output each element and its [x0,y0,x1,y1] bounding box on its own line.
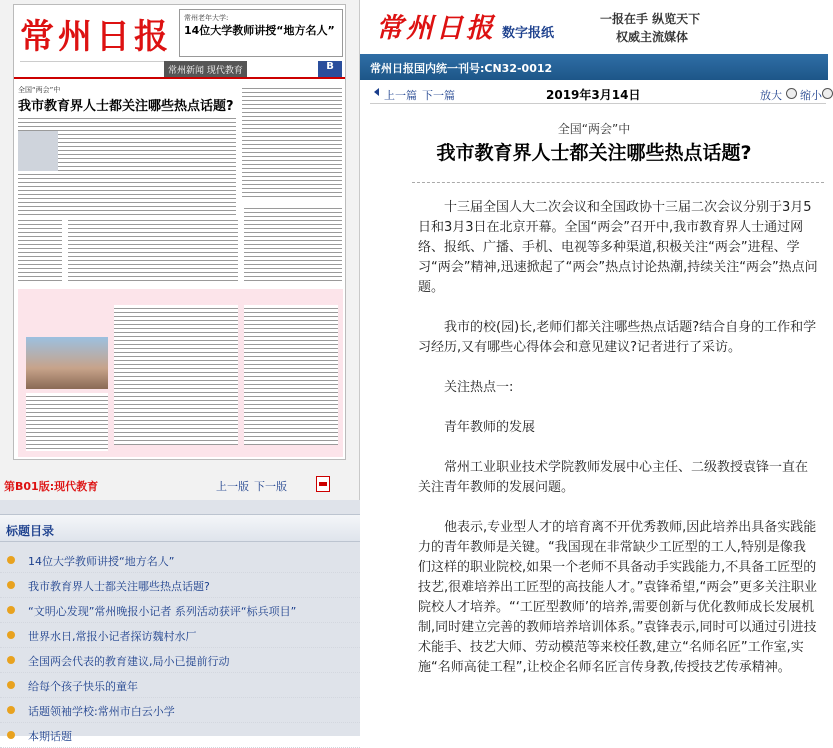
toc-item[interactable] [0,548,360,573]
paper-text-block [114,305,238,445]
site-section-label: 数字报纸 [502,26,555,41]
site-logo[interactable]: 常州日报 [376,13,496,44]
paper-text-block [68,217,238,281]
toc-item[interactable] [0,698,360,723]
edition-label: 第B01版:现代教育 [4,480,99,493]
toc-link[interactable]: 给每个孩子快乐的童年 [28,680,138,693]
toc-link[interactable]: “文明心发现”常州晚报小记者 系列活动获评“标兵项目” [28,605,297,618]
pdf-icon[interactable] [316,476,330,492]
article-kicker: 全国“两会”中 [557,122,631,136]
newspaper-page-thumbnail[interactable] [13,4,346,460]
toc-item[interactable] [0,723,360,748]
toc-title: 标题目录 [6,524,55,538]
zoom-out-icon[interactable] [822,88,833,99]
paper-top-headline-box[interactable] [179,9,343,57]
bullet-icon [7,606,15,614]
left-panel [0,0,360,743]
toc-item[interactable] [0,573,360,598]
article-panel [360,0,828,736]
cn-number: 常州日报国内统一刊号:CN32-0012 [370,62,553,75]
edition-bar [0,474,346,494]
article-paragraph: 十三届全国人大二次会议和全国政协十三届二次会议分别于3月5日和3月3日在北京开幕。全国“两会”召开中,我市教育界人士通过网络、报纸、广播、手机、电视等多种渠道,积极关注“两会”进程、学习“两会”精神,迅速掀起了“两会”热点讨论热潮,持续关注“两会”热点问题。 [418,200,818,295]
paper-text-block [26,393,108,451]
article-paragraph: 关注热点一: [444,380,514,395]
toc-link[interactable]: 本期话题 [28,730,72,743]
bullet-icon [7,706,15,714]
paper-text-block [244,305,338,445]
slogan-line-2: 权威主流媒体 [616,30,689,44]
bullet-icon [7,656,15,664]
paper-edition-name: 常州新闻 现代教育 [164,61,247,77]
next-article-link[interactable]: 下一篇 [422,89,455,102]
article-paragraph: 他表示,专业型人才的培育离不开优秀教师,因此培养出具备实践能力的青年教师是关键。“我国现在非常缺少工匠型的工人,特别是像我们这样的职业院校,如果一个老师不具备动手实践能力,不具备工匠型的技艺,很难培养出工匠型的高技能人才。”袁锋希望,“两会”更多关注职业院校人才培养。“‘工匠型教师’的培养,需要创新与优化教师成长发展机制,同时建立完善的教师培养培训体系。”袁锋表示,同时可以通过引进技术能手、技艺大师、劳动模范等来校任教,建立“名师名匠”工作室,实施“名师高徒工程”,让校企名师名匠言传身教,传授技艺传承精神。 [418,520,817,675]
prev-article-link[interactable]: 上一篇 [384,89,417,102]
bullet-icon [7,681,15,689]
toc-item[interactable] [0,648,360,673]
bullet-icon [7,631,15,639]
bullet-icon [7,581,15,589]
article-title: 我市教育界人士都关注哪些热点话题? [436,142,752,164]
paper-text-block [244,205,342,281]
toc-link[interactable]: 我市教育界人士都关注哪些热点话题? [28,580,210,593]
article-nav-bar [370,84,826,104]
article-divider [412,182,824,183]
toc-link[interactable]: 全国两会代表的教育建议,局小已提前行动 [28,655,230,668]
article-paragraph: 青年教师的发展 [444,420,536,435]
article-paragraph: 我市的校(园)长,老师们都关注哪些热点话题?结合自身的工作和学习经历,又有哪些心得体会和意见建议?记者进行了采访。 [418,320,817,355]
paper-text-block [18,217,62,281]
slogan-line-1: 一报在手 纵览天下 [600,12,701,26]
paper-article-kicker: 全国“两会”中 [18,86,61,94]
bullet-icon [7,731,15,739]
toc-item[interactable] [0,598,360,623]
issue-date: 2019年3月14日 [546,88,641,102]
paper-article-title[interactable]: 我市教育界人士都关注哪些热点话题? [18,99,234,114]
toc-item[interactable] [0,623,360,648]
cn-number-bar [360,54,828,80]
article-body [418,198,818,698]
page-preview-frame [0,0,360,500]
zoom-out-link[interactable]: 缩小 [800,89,822,102]
toc-link[interactable]: 世界水日,常报小记者探访魏村水厂 [28,630,197,643]
paper-edition-code: B [318,61,342,77]
toc-header [0,514,360,542]
toc-list [0,548,360,748]
toc-link[interactable]: 话题领袖学校:常州市白云小学 [28,705,175,718]
paper-image [18,131,58,171]
paper-top-kicker: 常州老年大学: [184,14,229,22]
toc-item[interactable] [0,673,360,698]
toc-link[interactable]: 14位大学教师讲授“地方名人” [28,555,175,568]
paper-logo: 常州日报 [20,17,172,57]
back-arrow-icon [374,88,379,96]
zoom-in-icon[interactable] [786,88,797,99]
zoom-in-link[interactable]: 放大 [760,89,782,102]
paper-masthead-rule [20,61,170,73]
bullet-icon [7,556,15,564]
paper-top-headline: 14位大学教师讲授“地方名人” [184,24,335,37]
site-header [360,0,828,52]
paper-school-photo [26,337,108,389]
article-paragraph: 常州工业职业技术学院教师发展中心主任、二级教授袁锋一直在关注青年教师的发展问题。 [418,460,809,495]
prev-page-link[interactable]: 上一版 [216,480,249,493]
next-page-link[interactable]: 下一版 [254,480,287,493]
paper-masthead [14,5,345,79]
paper-text-block [242,85,342,197]
